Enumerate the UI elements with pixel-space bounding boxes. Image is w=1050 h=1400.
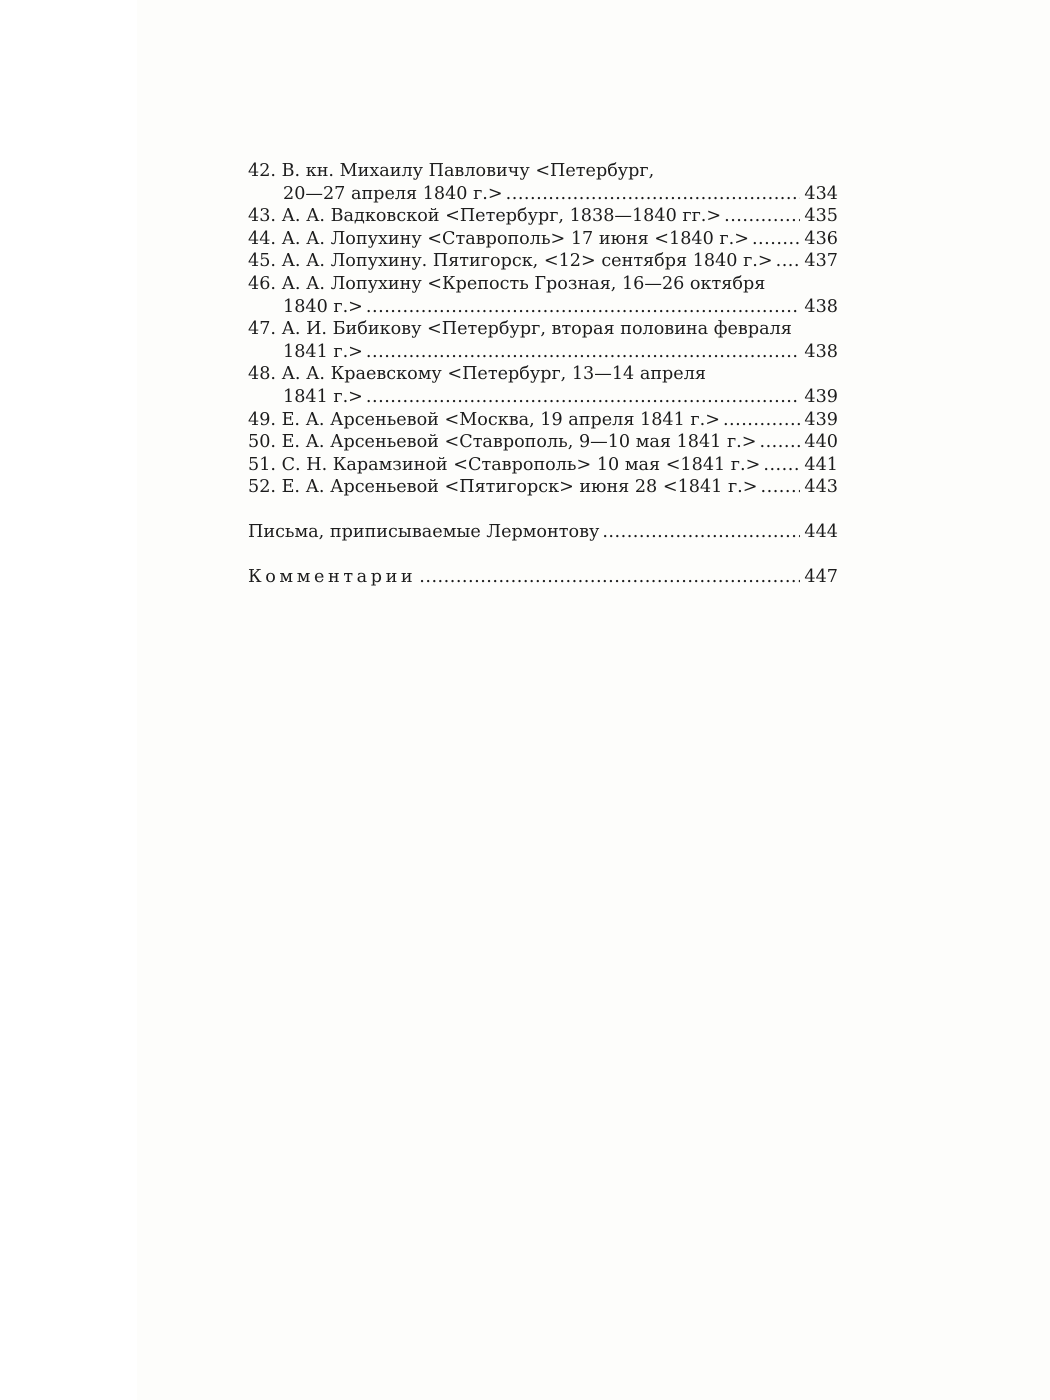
entry-number: 51. xyxy=(248,454,276,475)
page-number: 438 xyxy=(804,341,838,362)
entry-title: А. А. Вадковской <Петербург, 1838—1840 гг.> xyxy=(281,206,722,227)
toc-entry-45 xyxy=(248,250,838,273)
toc-entry-49 xyxy=(248,409,838,432)
dot-leader xyxy=(602,521,800,544)
entry-number: 46. xyxy=(248,273,276,294)
page-number: 437 xyxy=(804,251,838,272)
entry-title-continuation: 1841 г.> xyxy=(283,386,363,407)
section-gap xyxy=(248,544,838,566)
page-number: 439 xyxy=(804,386,838,407)
toc-entry-50 xyxy=(248,431,838,454)
page-number: 443 xyxy=(804,477,838,498)
toc-entry-43 xyxy=(248,205,838,228)
entry-title: А. А. Лопухину. Пятигорск, <12> сентября 1840 г.> xyxy=(281,251,773,272)
entry-title: Е. А. Арсеньевой <Ставрополь, 9—10 мая 1841 г.> xyxy=(281,432,757,453)
page-number: 438 xyxy=(804,296,838,317)
entry-title-continuation: 1841 г.> xyxy=(283,341,363,362)
dot-leader xyxy=(419,566,800,589)
entry-title: С. Н. Карамзиной <Ставрополь> 10 мая <1841 г.> xyxy=(281,454,761,475)
entry-number: 42. xyxy=(248,161,276,181)
toc-entry-42 xyxy=(248,160,838,205)
dot-leader xyxy=(366,296,800,319)
entry-number: 45. xyxy=(248,251,276,272)
page-number: 440 xyxy=(804,432,838,453)
section-title: Письма, приписываемые Лермонтову xyxy=(248,521,600,542)
table-of-contents xyxy=(248,160,838,588)
toc-entry-47 xyxy=(248,318,838,363)
entry-title: В. кн. Михаилу Павловичу <Петербург, xyxy=(281,161,655,181)
entry-title-continuation: 1840 г.> xyxy=(283,296,363,317)
page-number: 436 xyxy=(804,228,838,249)
entry-title: Е. А. Арсеньевой <Москва, 19 апреля 1841 г.> xyxy=(281,409,720,430)
entry-number: 43. xyxy=(248,206,276,227)
dot-leader xyxy=(752,228,800,251)
entry-number: 50. xyxy=(248,432,276,453)
toc-entry-comments xyxy=(248,566,838,589)
entry-title: А. А. Лопухину <Крепость Грозная, 16—26 октября xyxy=(281,273,766,294)
entry-number: 48. xyxy=(248,364,276,385)
dot-leader xyxy=(761,476,800,499)
dot-leader xyxy=(366,386,800,409)
entry-number: 49. xyxy=(248,409,276,430)
page-number: 439 xyxy=(804,409,838,430)
section-gap xyxy=(248,499,838,521)
dot-leader xyxy=(506,183,800,206)
entry-number: 52. xyxy=(248,477,276,498)
page-number: 434 xyxy=(804,183,838,204)
entry-title: А. А. Лопухину <Ставрополь> 17 июня <1840 г.> xyxy=(281,228,749,249)
entry-title: А. А. Краевскому <Петербург, 13—14 апреля xyxy=(281,364,706,385)
page-number: 444 xyxy=(804,521,838,542)
entry-title: А. И. Бибикову <Петербург, вторая половина февраля xyxy=(281,319,792,340)
entry-number: 44. xyxy=(248,228,276,249)
dot-leader xyxy=(724,205,800,228)
dot-leader xyxy=(366,341,800,364)
toc-entry-52 xyxy=(248,476,838,499)
toc-entry-51 xyxy=(248,454,838,477)
dot-leader xyxy=(763,454,800,477)
toc-entry-46 xyxy=(248,273,838,318)
dot-leader xyxy=(776,250,800,273)
entry-title-continuation: 20—27 апреля 1840 г.> xyxy=(283,183,503,204)
dot-leader xyxy=(723,409,800,432)
entry-title: Е. А. Арсеньевой <Пятигорск> июня 28 <1841 г.> xyxy=(281,477,758,498)
section-title: Комментарии xyxy=(248,566,417,587)
page-number: 435 xyxy=(804,206,838,227)
toc-entry-48 xyxy=(248,363,838,408)
toc-entry-attributed-letters xyxy=(248,521,838,544)
page-number: 447 xyxy=(804,566,838,587)
entry-number: 47. xyxy=(248,319,276,340)
page-number: 441 xyxy=(804,454,838,475)
dot-leader xyxy=(760,431,801,454)
toc-entry-44 xyxy=(248,228,838,251)
